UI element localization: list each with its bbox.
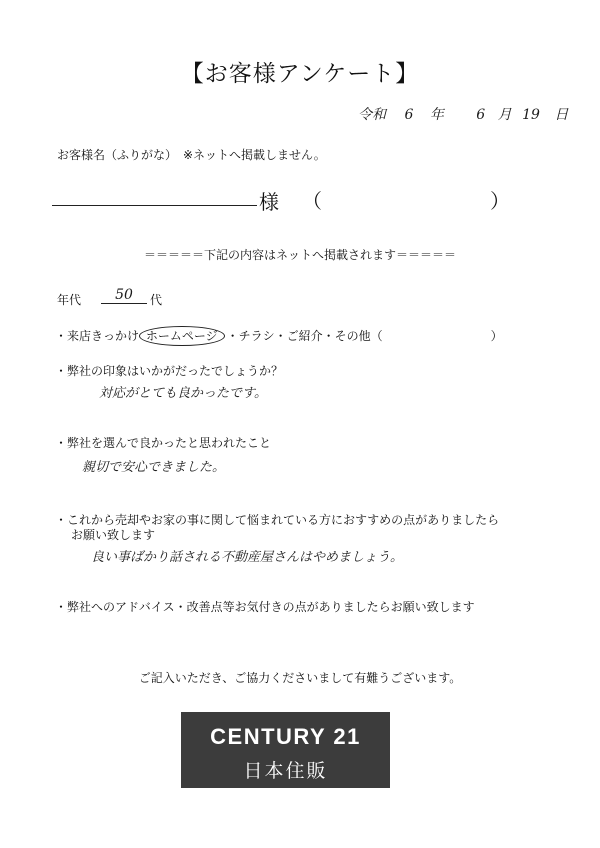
century21-logo — [181, 712, 390, 788]
date-month: 6 — [476, 107, 486, 123]
impression-answer: 対応がとても良かったです。 — [99, 386, 267, 401]
advice-question: ・弊社へのアドバイス・改善点等お気付きの点がありましたらお願い致します — [55, 600, 475, 614]
visit-reason-selected: ホームページ — [139, 326, 225, 346]
impression-question: ・弊社の印象はいかがだったでしょうか？ — [55, 364, 284, 378]
survey-title: 【お客様アンケート】 — [180, 61, 420, 87]
good-points-question: ・弊社を選んで良かったと思われたこと — [55, 436, 272, 450]
date-day-unit: 日 — [554, 107, 569, 123]
date-year: 6 — [404, 107, 414, 123]
name-honorific: 様 — [259, 190, 279, 214]
survey-date — [358, 104, 568, 124]
public-section-divider: ＝＝＝＝＝下記の内容はネットへ掲載されます＝＝＝＝＝ — [143, 248, 456, 262]
visit-reason-prefix: ・来店きっかけ — [55, 329, 140, 343]
furigana-paren-close: ） — [490, 189, 510, 213]
recommendation-question-line1: ・これから売却やお家の事に関して悩まれている方におすすめの点がありましたら — [55, 513, 500, 527]
logo-brand: CENTURY 21 — [210, 724, 361, 749]
date-year-unit: 年 — [429, 107, 444, 123]
good-points-answer: 親切で安心できました。 — [82, 460, 226, 475]
visit-reason-question — [55, 327, 503, 344]
age-label: 年代 — [57, 293, 82, 307]
logo-company: 日本住販 — [243, 760, 328, 782]
age-unit: 代 — [150, 293, 163, 307]
furigana-paren-open: （ — [302, 189, 322, 213]
visit-reason-options: ・チラシ・ご紹介・その他（ ） — [226, 329, 503, 343]
date-month-unit: 月 — [497, 107, 512, 123]
name-field-line — [52, 205, 257, 206]
name-caption: お客様名（ふりがな） ※ネットへ掲載しません。 — [57, 148, 326, 162]
recommendation-question-line2: お願い致します — [71, 528, 156, 542]
date-day: 19 — [522, 107, 540, 123]
recommendation-answer: 良い事ばかり話される不動産屋さんはやめましょう。 — [91, 550, 404, 565]
thanks-message: ご記入いただき、ご協力くださいまして有難うございます。 — [138, 671, 462, 685]
date-era: 令和 — [358, 107, 386, 123]
age-value: 50 — [101, 287, 147, 304]
